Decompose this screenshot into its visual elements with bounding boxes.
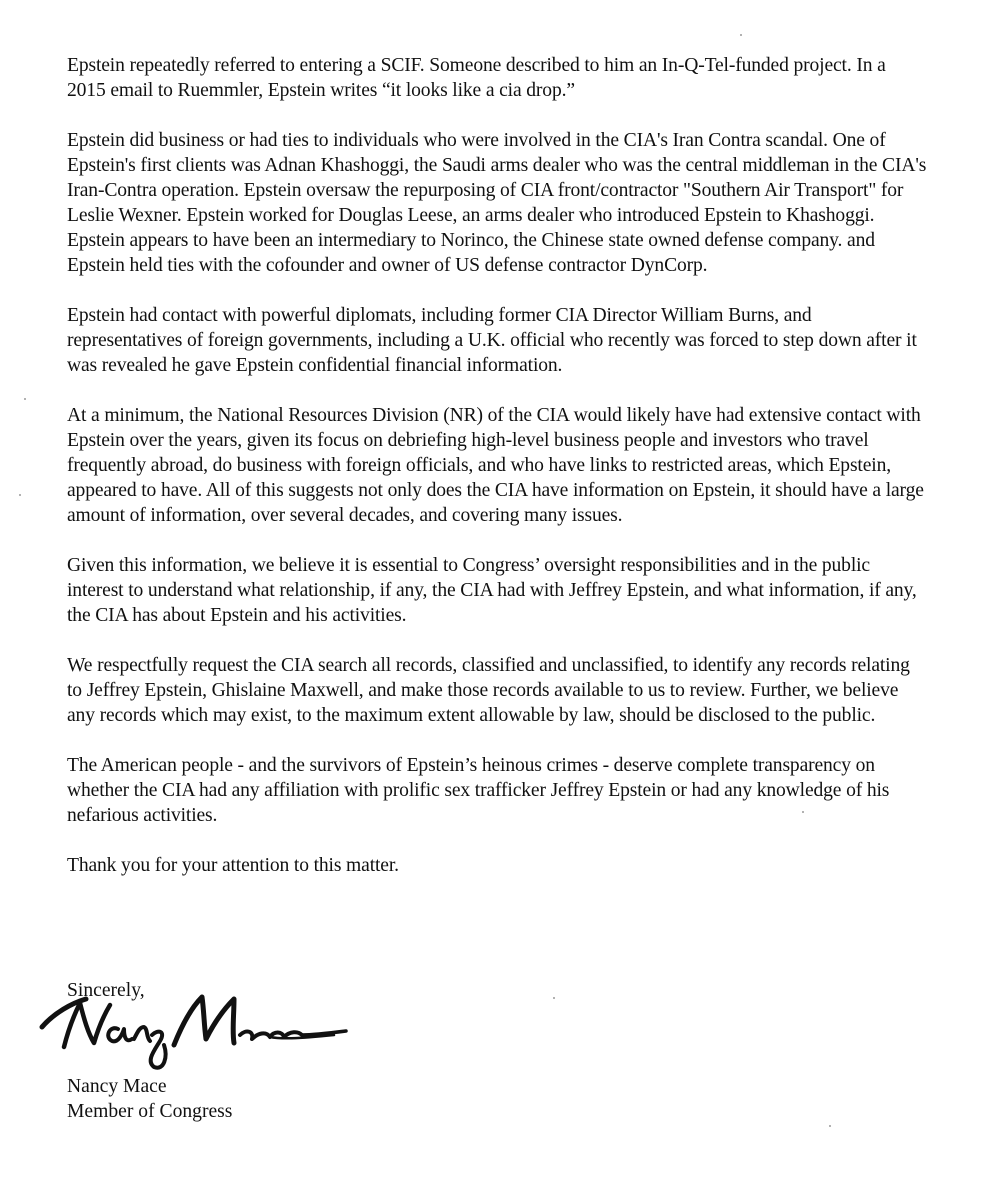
letter-body [67,53,927,878]
paragraph-transparency: The American people - and the survivors of Epstein’s heinous crimes - deserve complete transparency on whether the CIA had any affiliation with prolific sex trafficker Jeffrey Epstein or had any knowledge of his nefarious activities. [67,755,890,826]
paragraph-request: We respectfully request the CIA search all records, classified and unclassified, to identify any records relating to Jeffrey Epstein, Ghislaine Maxwell, and make those records available to us to review. Further, we believe any records which may exist, to the maximum extent allowable by law, should be disclosed to the public. [67,655,910,726]
scan-speck [24,398,26,400]
paragraph-scif: Epstein repeatedly referred to entering a SCIF. Someone described to him an In-Q-Tel-funded project. In a 2015 email to Ruemmler, Epstein writes “it looks like a cia drop.” [67,55,886,101]
scan-speck [802,811,804,813]
paragraph-oversight: Given this information, we believe it is essential to Congress’ oversight responsibilities and in the public interest to understand what relationship, if any, the CIA had with Jeffrey Epstein, and what information, if any, the CIA has about Epstein and his activities. [67,555,917,626]
closing-thanks: Thank you for your attention to this matter. [67,855,399,876]
scan-speck [553,997,555,999]
paragraph-national-resources: At a minimum, the National Resources Division (NR) of the CIA would likely have had extensive contact with Epstein over the years, given its focus on debriefing high-level business people and investors who travel frequently abroad, do business with foreign officials, and who have links to restricted areas, which Epstein, appeared to have. All of this suggests not only does the CIA have information on Epstein, it should have a large amount of information, over several decades, and covering many issues. [67,405,924,526]
sign-off: Sincerely, [67,980,145,1001]
paragraph-iran-contra: Epstein did business or had ties to individuals who were involved in the CIA's Iran Contra scandal. One of Epstein's first clients was Adnan Khashoggi, the Saudi arms dealer who was the central middleman in the CIA's Iran-Contra operation. Epstein oversaw the repurposing of CIA front/contractor "Southern Air Transport" for Leslie Wexner. Epstein worked for Douglas Leese, an arms dealer who introduced Epstein to Khashoggi. Epstein appears to have been an intermediary to Norinco, the Chinese state owned defense company. and Epstein held ties with the cofounder and owner of US defense contractor DynCorp. [67,130,927,276]
handwritten-signature [34,985,354,1075]
signer-title: Member of Congress [67,1101,233,1122]
scan-speck [740,34,742,36]
paragraph-diplomats: Epstein had contact with powerful diplomats, including former CIA Director William Burns, and representatives of foreign governments, including a U.K. official who recently was forced to step down after it was revealed he gave Epstein confidential financial information. [67,305,917,376]
scan-speck [829,1125,831,1127]
scan-speck [19,494,21,496]
signer-name: Nancy Mace [67,1076,167,1097]
